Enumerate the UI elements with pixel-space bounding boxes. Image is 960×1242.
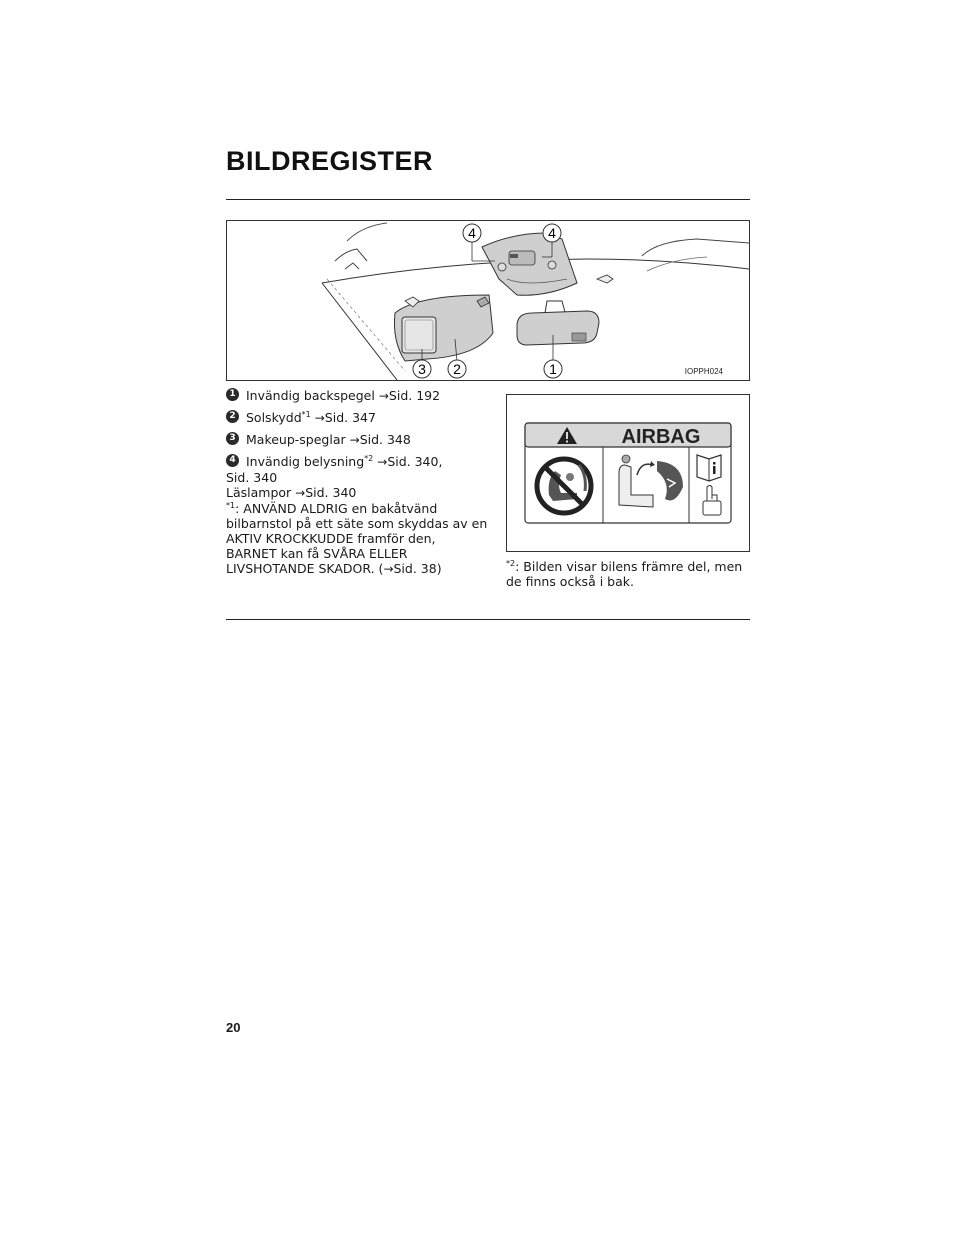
figure-code: IOPPH024 (684, 367, 723, 376)
callout-4b: 4 (548, 225, 556, 241)
footnote-mark: *1 (226, 500, 236, 510)
arrow-right-icon: → (378, 389, 389, 403)
arrow-right-icon: → (383, 562, 394, 576)
page-reference-link[interactable]: Sid. 340, (387, 454, 443, 469)
airbag-label-text: AIRBAG (621, 426, 701, 448)
interior-illustration (226, 220, 750, 381)
footnote-mark: *2 (364, 453, 374, 463)
list-item (226, 410, 488, 426)
item-label: Läslampor (226, 485, 292, 500)
page-title: BILDREGISTER (226, 146, 434, 176)
footnote-text: : Bilden visar bilens främre del, men de finns också i bak. (506, 559, 743, 589)
read-manual-icon (697, 455, 721, 481)
footnote-mark: *2 (506, 558, 516, 568)
page-reference-link[interactable]: Sid. 348 (359, 432, 411, 447)
item-label: Invändig backspegel (246, 388, 375, 403)
page-reference-link[interactable]: Sid. 347 (324, 410, 376, 425)
section-divider (226, 619, 750, 620)
airbag-warning-label (506, 394, 750, 552)
page-number: 20 (226, 1020, 241, 1035)
callout-2: 2 (453, 361, 461, 377)
item-label: Invändig belysning (246, 454, 365, 469)
item-number-badge: 4 (226, 454, 239, 467)
header-divider (226, 199, 750, 200)
callout-3: 3 (418, 361, 426, 377)
footnote-1 (226, 501, 488, 577)
callout-1: 1 (549, 361, 557, 377)
arrow-right-icon: → (377, 455, 388, 469)
footnote-2 (506, 559, 750, 589)
list-item (226, 454, 488, 470)
item-number-badge: 1 (226, 388, 239, 401)
list-item (226, 432, 488, 448)
footnote-text: : ANVÄND ALDRIG en bakåtvänd bilbarnstol på ett säte som skyddas av en AKTIV KROCKKUDDE framför den, BARNET kan få SVÅRA ELLER LIVSHOTANDE SKADOR. ( (226, 501, 488, 576)
arrow-right-icon: → (295, 486, 306, 500)
callout-4a: 4 (468, 225, 476, 241)
page-reference-link[interactable]: Sid. 38) (393, 561, 442, 576)
page-reference-link[interactable]: Sid. 192 (388, 388, 441, 403)
list-item-continuation (226, 470, 488, 485)
arrow-right-icon: → (349, 433, 360, 447)
arrow-right-icon: → (314, 411, 325, 425)
item-label: Makeup-speglar (246, 432, 346, 447)
list-item-reading-lamps (226, 485, 488, 501)
item-label: Solskydd (246, 410, 302, 425)
list-item (226, 388, 488, 404)
item-number-badge: 3 (226, 432, 239, 445)
page-reference-link[interactable]: Sid. 340 (226, 470, 278, 485)
footnote-mark: *1 (301, 409, 311, 419)
page-reference-link[interactable]: Sid. 340 (305, 485, 357, 500)
item-number-badge: 2 (226, 410, 239, 423)
item-list (226, 388, 488, 577)
